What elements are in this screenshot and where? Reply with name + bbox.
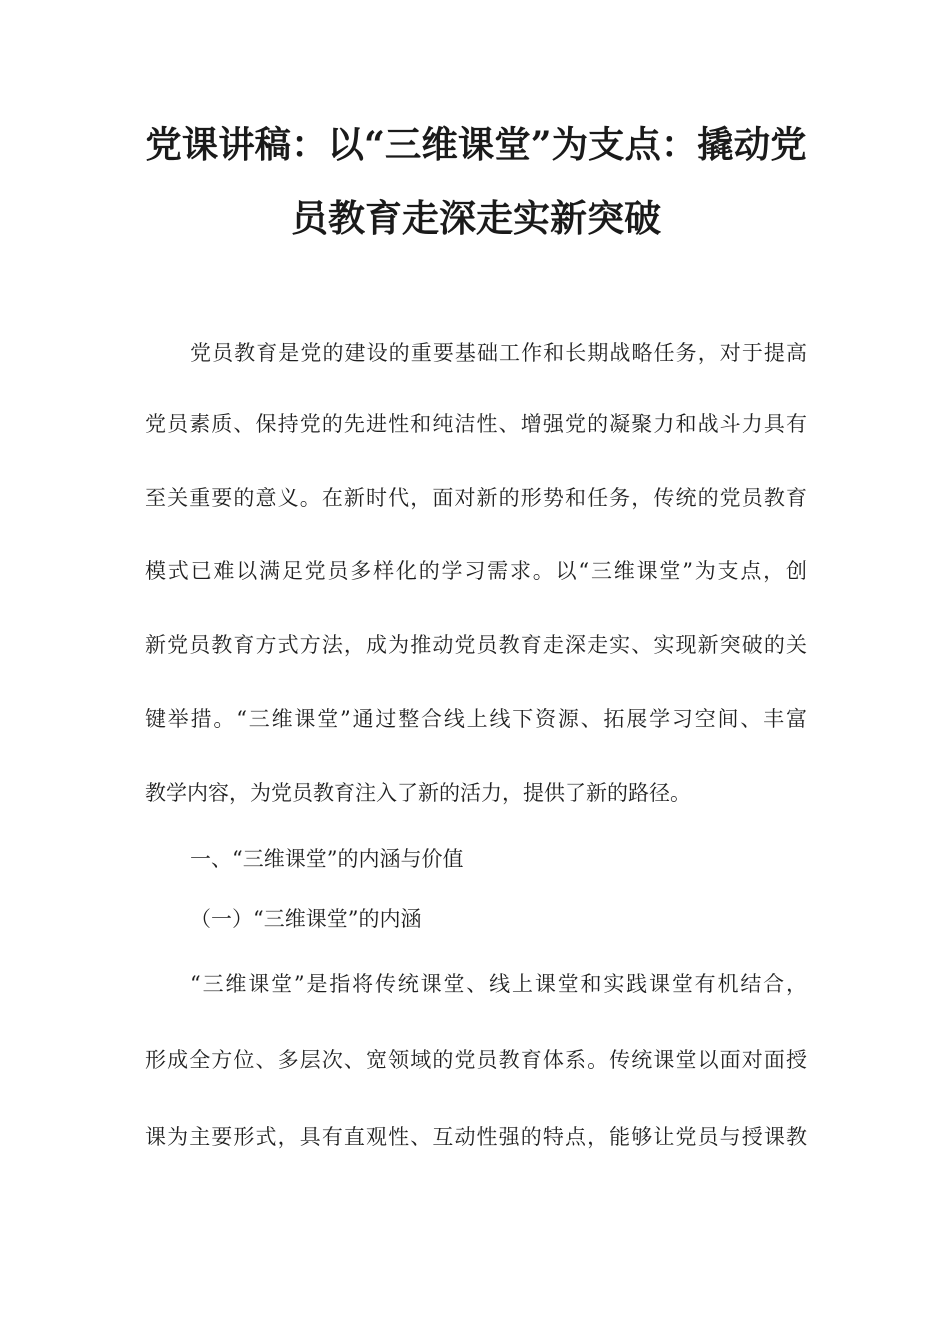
- paragraph-line: [190, 338, 807, 368]
- paragraph-line: [145, 556, 807, 586]
- line-text: “三维课堂”是指将传统课堂、线上课堂和实践课堂有机结合，: [190, 972, 809, 996]
- paragraph-line: [145, 483, 807, 513]
- line-text: 至关重要的意义。在新时代，面对新的形势和任务，传统的党员教育: [145, 486, 809, 510]
- line-text: 教学内容，为党员教育注入了新的活力，提供了新的路径。: [145, 781, 691, 805]
- document-title-line-2: 员教育走深走实新突破: [291, 196, 661, 240]
- subsection-heading: （一）“三维课堂”的内涵: [190, 907, 422, 931]
- document-title-line-1: 党课讲稿：以“三维课堂”为支点：撬动党: [145, 123, 807, 166]
- line-text: 键举措。“三维课堂”通过整合线上线下资源、拓展学习空间、丰富: [145, 707, 809, 731]
- section-heading: 一、“三维课堂”的内涵与价值: [190, 847, 464, 871]
- paragraph-line: [145, 778, 807, 808]
- paragraph-line: [145, 409, 807, 439]
- line-text: 模式已难以满足党员多样化的学习需求。以“三维课堂”为支点，创: [145, 559, 809, 583]
- line-text: 新党员教育方式方法，成为推动党员教育走深走实、实现新突破的关: [145, 633, 809, 657]
- paragraph-line: [145, 1045, 807, 1075]
- paragraph-line: [145, 704, 807, 734]
- line-text: 课为主要形式，具有直观性、互动性强的特点，能够让党员与授课教: [145, 1125, 809, 1149]
- line-text: 党员素质、保持党的先进性和纯洁性、增强党的凝聚力和战斗力具有: [145, 412, 809, 436]
- paragraph-line: [145, 630, 807, 660]
- paragraph-line: [145, 1122, 807, 1152]
- paragraph-line: [190, 969, 807, 999]
- line-text: 形成全方位、多层次、宽领域的党员教育体系。传统课堂以面对面授: [145, 1048, 809, 1072]
- line-text: 党员教育是党的建设的重要基础工作和长期战略任务，对于提高: [190, 341, 809, 365]
